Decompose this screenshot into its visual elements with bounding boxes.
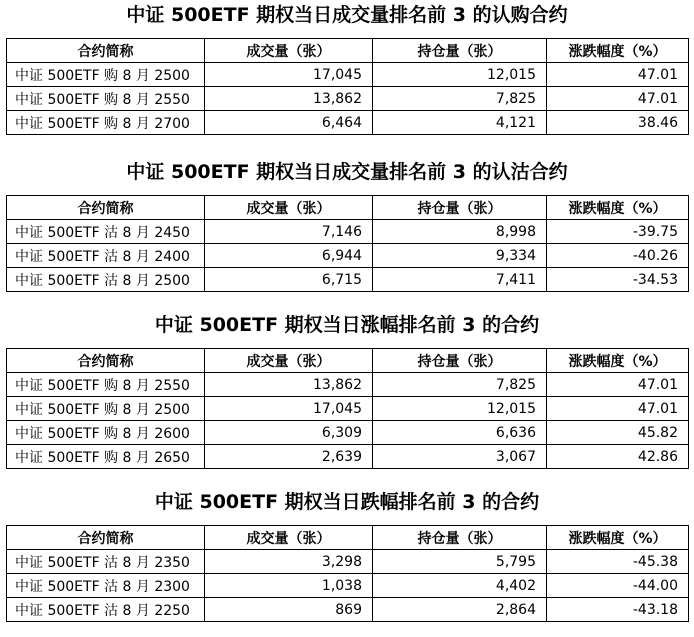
open-interest-cell: 4,121 [373,111,547,135]
table-row [7,268,689,292]
options-table [6,348,689,469]
contract-name-cell: 中证 500ETF 沽 8 月 2250 [7,598,205,622]
table-row [7,111,689,135]
column-header: 合约简称 [7,39,205,63]
options-table [6,525,689,622]
open-interest-cell: 4,402 [373,574,547,598]
table-row [7,373,689,397]
change-pct-cell: 38.46 [547,111,689,135]
table-header-row [7,349,689,373]
table-row [7,244,689,268]
contract-name-cell: 中证 500ETF 沽 8 月 2500 [7,268,205,292]
contract-name-cell: 中证 500ETF 购 8 月 2700 [7,111,205,135]
section-title: 中证 500ETF 期权当日成交量排名前 3 的认沽合约 [126,161,568,183]
contract-name-cell: 中证 500ETF 购 8 月 2550 [7,87,205,111]
table-row [7,445,689,469]
column-header: 持仓量（张） [373,526,547,550]
section-title: 中证 500ETF 期权当日成交量排名前 3 的认购合约 [126,4,568,26]
contract-name-cell: 中证 500ETF 购 8 月 2550 [7,373,205,397]
table-header-row [7,39,689,63]
change-pct-cell: 47.01 [547,63,689,87]
contract-name-cell: 中证 500ETF 沽 8 月 2300 [7,574,205,598]
section-title: 中证 500ETF 期权当日涨幅排名前 3 的合约 [154,314,540,336]
options-table [6,38,689,135]
table-row [7,63,689,87]
volume-cell: 6,944 [205,244,373,268]
change-pct-cell: 47.01 [547,87,689,111]
volume-cell: 17,045 [205,63,373,87]
table-row [7,550,689,574]
column-header: 持仓量（张） [373,196,547,220]
column-header: 合约简称 [7,196,205,220]
column-header: 涨跌幅度（%） [547,349,689,373]
open-interest-cell: 7,825 [373,87,547,111]
column-header: 涨跌幅度（%） [547,526,689,550]
open-interest-cell: 8,998 [373,220,547,244]
volume-cell: 2,639 [205,445,373,469]
column-header: 持仓量（张） [373,39,547,63]
volume-cell: 869 [205,598,373,622]
contract-name-cell: 中证 500ETF 沽 8 月 2450 [7,220,205,244]
volume-cell: 6,464 [205,111,373,135]
options-table [6,195,689,292]
open-interest-cell: 9,334 [373,244,547,268]
column-header: 成交量（张） [205,349,373,373]
section-loss-top3 [0,487,694,619]
contract-name-cell: 中证 500ETF 购 8 月 2650 [7,445,205,469]
open-interest-cell: 12,015 [373,63,547,87]
table-header-row [7,526,689,550]
contract-name-cell: 中证 500ETF 购 8 月 2500 [7,63,205,87]
contract-name-cell: 中证 500ETF 沽 8 月 2400 [7,244,205,268]
change-pct-cell: -45.38 [547,550,689,574]
volume-cell: 6,309 [205,421,373,445]
column-header: 成交量（张） [205,526,373,550]
volume-cell: 17,045 [205,397,373,421]
column-header: 持仓量（张） [373,349,547,373]
change-pct-cell: 47.01 [547,397,689,421]
open-interest-cell: 6,636 [373,421,547,445]
contract-name-cell: 中证 500ETF 购 8 月 2600 [7,421,205,445]
contract-name-cell: 中证 500ETF 沽 8 月 2350 [7,550,205,574]
section-gain-top3 [0,310,694,466]
contract-name-cell: 中证 500ETF 购 8 月 2500 [7,397,205,421]
change-pct-cell: 45.82 [547,421,689,445]
change-pct-cell: -40.26 [547,244,689,268]
table-header-row [7,196,689,220]
table-row [7,87,689,111]
volume-cell: 1,038 [205,574,373,598]
column-header: 合约简称 [7,526,205,550]
open-interest-cell: 7,411 [373,268,547,292]
table-row [7,397,689,421]
change-pct-cell: -43.18 [547,598,689,622]
table-row [7,598,689,622]
open-interest-cell: 12,015 [373,397,547,421]
open-interest-cell: 3,067 [373,445,547,469]
column-header: 成交量（张） [205,39,373,63]
change-pct-cell: 47.01 [547,373,689,397]
volume-cell: 6,715 [205,268,373,292]
column-header: 合约简称 [7,349,205,373]
column-header: 涨跌幅度（%） [547,196,689,220]
volume-cell: 7,146 [205,220,373,244]
section-call-volume-top3 [0,0,694,132]
volume-cell: 3,298 [205,550,373,574]
change-pct-cell: -44.00 [547,574,689,598]
change-pct-cell: -34.53 [547,268,689,292]
volume-cell: 13,862 [205,87,373,111]
open-interest-cell: 5,795 [373,550,547,574]
section-title: 中证 500ETF 期权当日跌幅排名前 3 的合约 [154,491,540,513]
open-interest-cell: 2,864 [373,598,547,622]
change-pct-cell: -39.75 [547,220,689,244]
table-row [7,574,689,598]
table-row [7,421,689,445]
open-interest-cell: 7,825 [373,373,547,397]
section-put-volume-top3 [0,157,694,289]
table-row [7,220,689,244]
column-header: 成交量（张） [205,196,373,220]
change-pct-cell: 42.86 [547,445,689,469]
column-header: 涨跌幅度（%） [547,39,689,63]
volume-cell: 13,862 [205,373,373,397]
